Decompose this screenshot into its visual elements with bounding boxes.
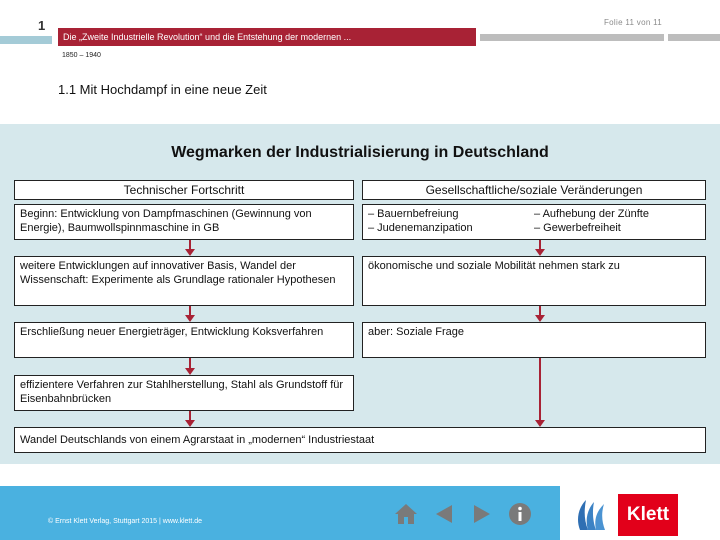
klett-logo-mark [572,492,612,534]
left-item-1 [14,204,354,240]
right-item-1-line-2: – Judenemanzipation [368,222,473,234]
content-panel [0,124,720,464]
right-item-1-line-3: – Aufhebung der Zünfte [534,208,649,220]
right-item-1-line-4: – Gewerbefreiheit [534,222,621,234]
arrow-down-left-4 [186,411,194,425]
right-item-3 [362,322,706,358]
left-item-1-text: Beginn: Entwicklung von Dampfmaschinen (Gewinnung von Energie), Baumwollspinnmaschine in GB [20,208,312,234]
arrow-down-left-3 [186,358,194,373]
section-title: 1.1 Mit Hochdampf in eine neue Zeit [58,82,267,97]
left-item-2 [14,256,354,306]
left-item-4-text: effizientere Verfahren zur Stahlherstellung, Stahl als Grundstoff für Eisenbahnbrücken [20,379,344,405]
main-title: Wegmarken der Industrialisierung in Deutschland [171,144,549,161]
arrow-down-right-1 [536,240,544,254]
header-gray-bar-end [668,34,720,41]
conclusion-box [14,427,706,453]
left-item-2-text: weitere Entwicklungen auf innovativer Basis, Wandel der Wissenschaft: Experimente als Grundlage rationaler Hypothesen [20,260,336,286]
chapter-title: Die „Zweite Industrielle Revolution“ und die Entstehung der modernen ... [63,32,352,42]
footer-bar [0,486,560,540]
left-accent-bar [0,36,52,44]
right-item-1-col-a [368,207,534,237]
left-item-4 [14,375,354,411]
right-item-1-line-1: – Bauernbefreiung [368,208,459,220]
arrow-down-right-3 [536,358,544,425]
arrow-down-left-2 [186,306,194,320]
info-icon[interactable] [506,500,534,528]
copyright: © Ernst Klett Verlag, Stuttgart 2015 | www.klett.de [48,518,203,525]
left-item-3-text: Erschließung neuer Energieträger, Entwicklung Koksverfahren [20,326,324,338]
conclusion-text: Wandel Deutschlands von einem Agrarstaat in „modernen“ Industriestaat [20,434,375,446]
back-icon[interactable] [430,500,458,528]
forward-icon[interactable] [468,500,496,528]
right-item-3-text: aber: Soziale Frage [368,326,464,338]
arrow-down-left-1 [186,240,194,254]
chapter-title-bar [58,28,476,46]
right-item-1-col-b [534,207,700,237]
arrow-down-right-2 [536,306,544,320]
header-gray-bar [480,34,664,41]
klett-logo-text: Klett [618,494,678,536]
right-column-header [362,180,706,200]
right-item-2-text: ökonomische und soziale Mobilität nehmen stark zu [368,260,620,272]
klett-logo-area [560,486,720,540]
left-item-3 [14,322,354,358]
home-icon[interactable] [392,500,420,528]
left-column-header-label: Technischer Fortschritt [123,183,245,197]
right-column-header-label: Gesellschaftliche/soziale Veränderungen [425,183,643,197]
left-column-header [14,180,354,200]
slide-number: 1 [38,18,46,33]
right-item-2 [362,256,706,306]
year-range: 1850 – 1940 [62,52,101,59]
right-item-1 [362,204,706,240]
slide-counter: Folie 11 von 11 [603,18,662,27]
